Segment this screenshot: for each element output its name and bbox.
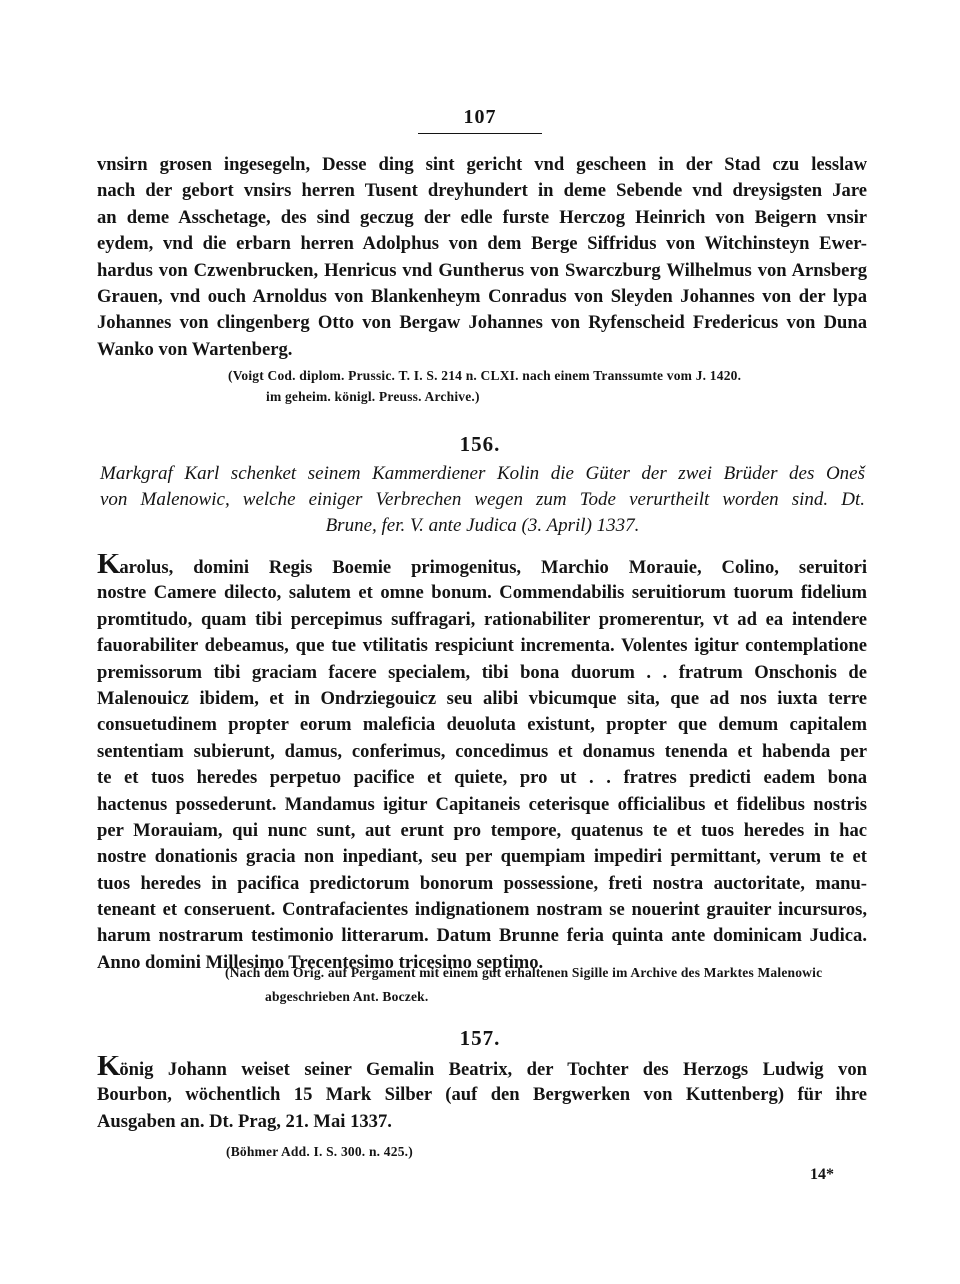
source-note: (Voigt Cod. diplom. Prussic. T. I. S. 214 n. CLXI. nach einem Transsumte vom J. 1420. — [228, 368, 742, 383]
text-line: te et tuos heredes perpetuo pacifice et quiete, pro ut . . fratres predicti eadem bona — [97, 767, 867, 789]
charter-text — [97, 554, 867, 976]
text-line: per Morauiam, qui nunc sunt, aut erunt pro tempore, quatenus te et tuos heredes in hac — [97, 819, 867, 841]
signature-mark: 14* — [810, 1166, 834, 1183]
summary-line: von Malenowic, welche einiger Verbrechen wegen zum Tode verurtheilt worden sind. Dt. — [100, 489, 865, 510]
continuation-text — [97, 152, 867, 363]
charter-summary-text — [97, 1056, 867, 1135]
page-number: 107 — [463, 106, 497, 128]
text-line: vnsirn grosen ingesegeln, Desse ding sint gericht vnd gescheen in der Stad czu lesslaw — [97, 154, 867, 175]
source-note: (Böhmer Add. I. S. 300. n. 425.) — [226, 1144, 413, 1159]
first-text-line — [97, 1056, 867, 1082]
text-line: promtitudo, quam tibi percepimus suffragari, rationabiliter promerentur, vt ad ea intendere — [97, 608, 867, 630]
initial-letter: K — [97, 1056, 120, 1082]
text-line: hardus von Czwenbrucken, Henricus vnd Guntherus von Swarczburg Wilhelmus von Arnsberg — [97, 259, 867, 281]
text-line: tuos heredes in pacifica predictorum bonorum possessione, freti nostra auctoritate, manu- — [97, 872, 867, 894]
text-line: an deme Asschetage, des sind geczug der edle furste Herczog Heinrich von Beigern vnsir — [97, 206, 867, 228]
first-text-line — [97, 554, 867, 580]
text-line: fauorabiliter debeamus, que tue vtilitatis respiciunt incrementa. Volentes igitur contemplatione — [97, 635, 867, 657]
source-note: im geheim. königl. Preuss. Archive.) — [266, 389, 480, 404]
text-line: Bourbon, wöchentlich 15 Mark Silber (auf den Bergwerken von Kuttenberg) für ihre — [97, 1084, 867, 1106]
text-line: nostre Camere dilecto, salutem et omne bonum. Commendabilis seruitiorum tuorum fidelium — [97, 582, 867, 604]
text-line: Ausgaben an. Dt. Prag, 21. Mai 1337. — [97, 1110, 392, 1132]
text-line: Grauen, vnd ouch Arnoldus von Blankenheym Conradus von Sleyden Johannes von der lypa — [97, 285, 867, 307]
text-line: Anno domini Millesimo Trecentesimo tricesimo septimo. — [97, 951, 544, 973]
text-line: hactenus possederunt. Mandamus igitur Capitaneis ceterisque officialibus et fidelibus nostris — [97, 793, 867, 815]
summary-line: Brune, fer. V. ante Judica (3. April) 1337. — [325, 515, 640, 536]
text-line: Wanko von Wartenberg. — [97, 338, 293, 360]
text-line: harum nostrarum testimonio litterarum. Datum Brunne feria quinta ante dominicam Judica. — [97, 925, 867, 947]
charter-number: 157. — [459, 1026, 501, 1050]
text-line: nostre donationis gracia non inpediant, seu per quempiam impediri permittant, verum te et — [97, 846, 867, 868]
text-line: eydem, vnd die erbarn herren Adolphus von dem Berge Siffridus von Witchinsteyn Ewer- — [97, 233, 867, 255]
source-note: (Nach dem Orig. auf Pergament mit einem gut erhaltenen Sigille im Archive des Marktes Malenowic — [225, 965, 823, 980]
header-rule — [418, 133, 542, 134]
text-line: teneant et conseruent. Contrafacientes indignationem nostram se nouerint grauiter incursuros, — [97, 899, 867, 921]
text-line: consuetudinem propter eorum maleficia deuoluta existunt, propter que demum capitalem — [97, 714, 867, 736]
text-line: premissorum tibi graciam facere specialem, tibi bona duorum . . fratrum Onschonis de — [97, 661, 867, 683]
text-line: nach der gebort vnsirs herren Tusent dreyhundert in deme Sebende vnd dreysigsten Jare — [97, 180, 867, 202]
charter-number: 156. — [459, 432, 501, 456]
text-line: Malenouicz ibidem, et in Ondrziegouicz seu alibi vbicumque sita, que ad nos iuxta terre — [97, 687, 867, 709]
first-line-rest: arolus, domini Regis Boemie primogenitus, Marchio Morauie, Colino, seruitori — [119, 557, 867, 578]
text-line: sententiam subierunt, damus, conferimus, concedimus et donamus tenenda et habenda per — [97, 740, 867, 762]
charter-summary — [100, 461, 865, 539]
source-note: abgeschrieben Ant. Boczek. — [265, 989, 429, 1004]
text-line: Johannes von clingenberg Otto von Bergaw Johannes von Ryfenscheid Fredericus von Duna — [97, 312, 867, 334]
first-line-rest: önig Johann weiset seiner Gemalin Beatrix, der Tochter des Herzogs Ludwig von — [119, 1059, 867, 1080]
summary-line: Markgraf Karl schenket seinem Kammerdiener Kolin die Güter der zwei Brüder des Oneš — [100, 463, 865, 484]
initial-letter: K — [97, 554, 120, 580]
